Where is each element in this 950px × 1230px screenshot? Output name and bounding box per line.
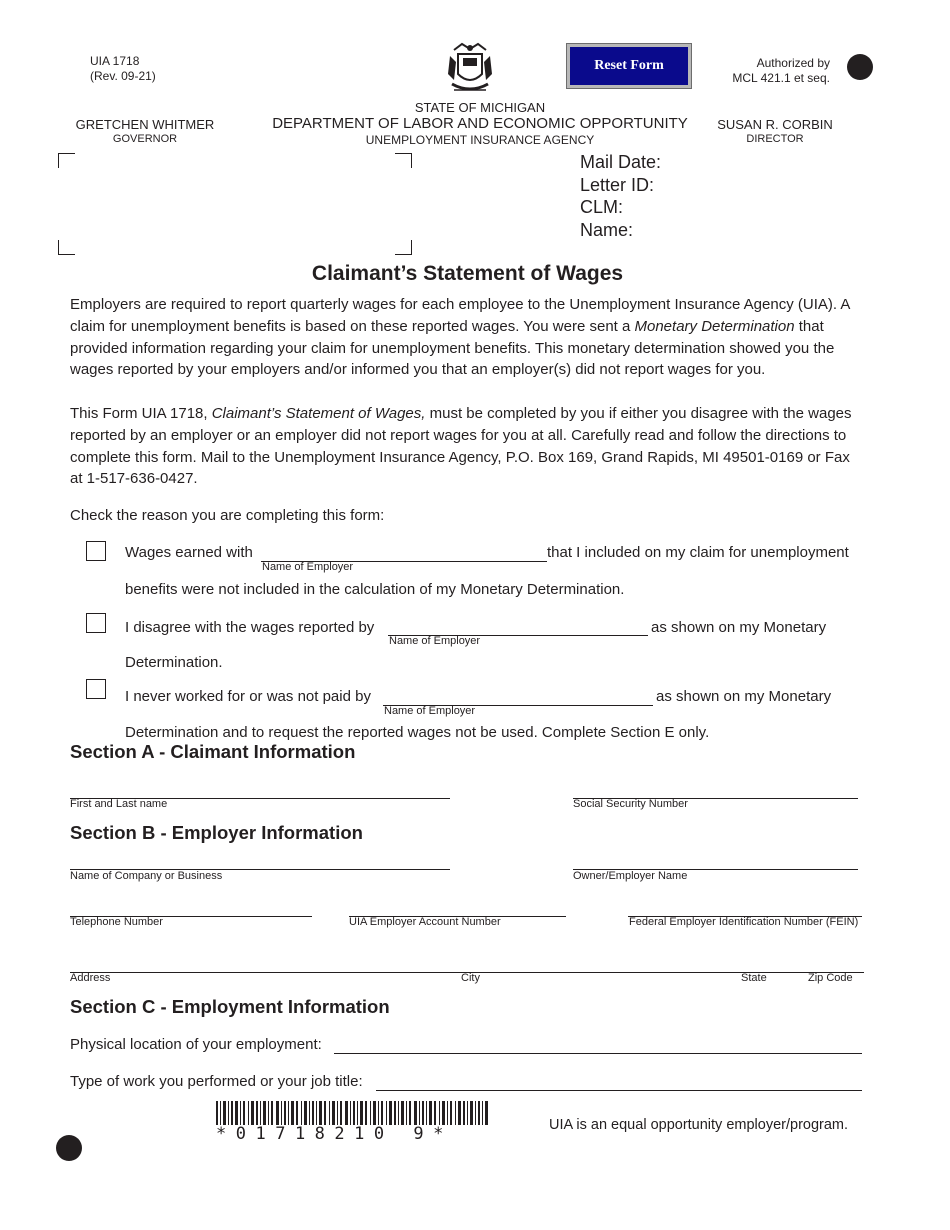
reason-2-continuation: Determination. (125, 654, 223, 671)
address-window-corner (395, 240, 412, 255)
fein-label: Federal Employer Identification Number (FEIN) (629, 916, 859, 928)
reason-1-text-after: that I included on my claim for unemployment (547, 544, 849, 561)
address-window-corner (58, 153, 75, 168)
registration-mark-icon (56, 1135, 82, 1161)
employment-location-label: Physical location of your employment: (70, 1036, 322, 1053)
reason-2-text-after: as shown on my Monetary (651, 619, 827, 636)
company-name-input[interactable] (70, 850, 450, 870)
barcode-icon (216, 1101, 488, 1125)
name-label: Name: (580, 219, 634, 240)
department-name: DEPARTMENT OF LABOR AND ECONOMIC OPPORTUNITY (272, 115, 688, 132)
uia-account-label: UIA Employer Account Number (349, 916, 501, 928)
reason-1-continuation: benefits were not included in the calculation of my Monetary Determination. (125, 581, 625, 598)
clm-label: CLM: (580, 197, 624, 217)
reason-1-employer-input[interactable] (261, 542, 547, 562)
reason-3-employer-label: Name of Employer (384, 705, 476, 717)
letter-id-label: Letter ID: (580, 174, 655, 195)
director-title: DIRECTOR (746, 133, 804, 145)
intro-italic: Claimant’s Statement of Wages, (211, 405, 426, 422)
owner-name-input[interactable] (573, 850, 858, 870)
address-window-corner (395, 153, 412, 168)
intro-paragraph-1 (70, 294, 870, 381)
mail-date-label: Mail Date: (580, 152, 662, 172)
claimant-name-input[interactable] (70, 779, 450, 799)
reason-1-employer-label: Name of Employer (262, 561, 354, 573)
michigan-seal-icon (444, 40, 496, 96)
registration-mark-icon (847, 54, 873, 80)
intro-text: must be completed by you if either you disagree with the wages reported by an employer or an employer did not report wages for you at all. Carefully read and follow the directions to complete this form. Mail to the Unemployment Insurance Agency, P.O. Box 169, Grand Rapids, MI 49501-0169 or Fax at 1-517-636-0427. (70, 405, 852, 488)
intro-paragraph-2 (70, 403, 860, 490)
job-title-label: Type of work you performed or your job title: (70, 1073, 363, 1090)
state-input[interactable] (740, 953, 805, 973)
ssn-label: Social Security Number (573, 798, 688, 810)
form-revision: (Rev. 09-21) (90, 69, 156, 83)
intro-text: This Form UIA 1718, (70, 405, 212, 422)
section-b-heading: Section B - Employer Information (70, 822, 363, 843)
mail-info-block (580, 151, 661, 241)
telephone-label: Telephone Number (70, 916, 163, 928)
telephone-input[interactable] (70, 897, 312, 917)
city-input[interactable] (450, 953, 740, 973)
fein-input[interactable] (628, 897, 862, 917)
address-window-corner (58, 240, 75, 255)
claimant-name-label: First and Last name (70, 798, 168, 810)
reason-2-employer-label: Name of Employer (389, 635, 481, 647)
owner-name-label: Owner/Employer Name (573, 870, 688, 882)
state-name: STATE OF MICHIGAN (414, 100, 546, 115)
director-name: SUSAN R. CORBIN (717, 117, 833, 132)
section-a-heading: Section A - Claimant Information (70, 741, 356, 762)
agency-name: UNEMPLOYMENT INSURANCE AGENCY (365, 133, 595, 147)
reason-3-text: I never worked for or was not paid by (125, 688, 371, 705)
governor-title: GOVERNOR (112, 133, 178, 145)
section-c-heading: Section C - Employment Information (70, 996, 390, 1017)
reason-3-employer-input[interactable] (383, 686, 653, 706)
zip-label: Zip Code (808, 972, 853, 984)
form-number: UIA 1718 (90, 54, 140, 68)
company-name-label: Name of Company or Business (70, 870, 223, 882)
address-label: Address (70, 972, 111, 984)
check-prompt: Check the reason you are completing this form: (70, 507, 385, 524)
reason-3-checkbox[interactable] (86, 679, 106, 699)
employment-location-input[interactable] (334, 1034, 862, 1054)
intro-text: Employers are required to report quarterly wages for each employee to the Unemployment Insurance Agency (UIA). A claim for unemployment benefits is based on these reported wages. You were sent a (70, 296, 850, 335)
zip-input[interactable] (805, 953, 864, 973)
state-label: State (741, 972, 767, 984)
page-title: Claimant’s Statement of Wages (311, 262, 624, 285)
governor-name: GRETCHEN WHITMER (75, 117, 215, 132)
authorized-by: Authorized by (756, 56, 830, 70)
intro-italic: Monetary Determination (634, 317, 795, 335)
reason-1-text: Wages earned with (125, 544, 253, 561)
reason-2-employer-input[interactable] (388, 616, 648, 636)
reason-3-text-after: as shown on my Monetary (656, 688, 832, 705)
reset-form-button[interactable]: Reset Form (567, 44, 691, 88)
statute-reference: MCL 421.1 et seq. (732, 71, 830, 85)
uia-account-input[interactable] (349, 897, 566, 917)
reason-1-checkbox[interactable] (86, 541, 106, 561)
reason-2-text: I disagree with the wages reported by (125, 619, 375, 636)
barcode-number: *01718210 9* (216, 1124, 453, 1144)
intro-text: that provided information regarding your claim for unemployment benefits. This monetary determination showed you the wages reported by your employers and/or informed you that an employer(s) did not report wages for you. (70, 317, 835, 379)
equal-opportunity-statement: UIA is an equal opportunity employer/program. (549, 1117, 849, 1133)
address-input[interactable] (70, 953, 450, 973)
job-title-input[interactable] (376, 1071, 862, 1091)
reason-2-checkbox[interactable] (86, 613, 106, 633)
city-label: City (461, 972, 480, 984)
reason-3-continuation: Determination and to request the reported wages not be used. Complete Section E only. (125, 724, 710, 741)
ssn-input[interactable] (573, 779, 858, 799)
